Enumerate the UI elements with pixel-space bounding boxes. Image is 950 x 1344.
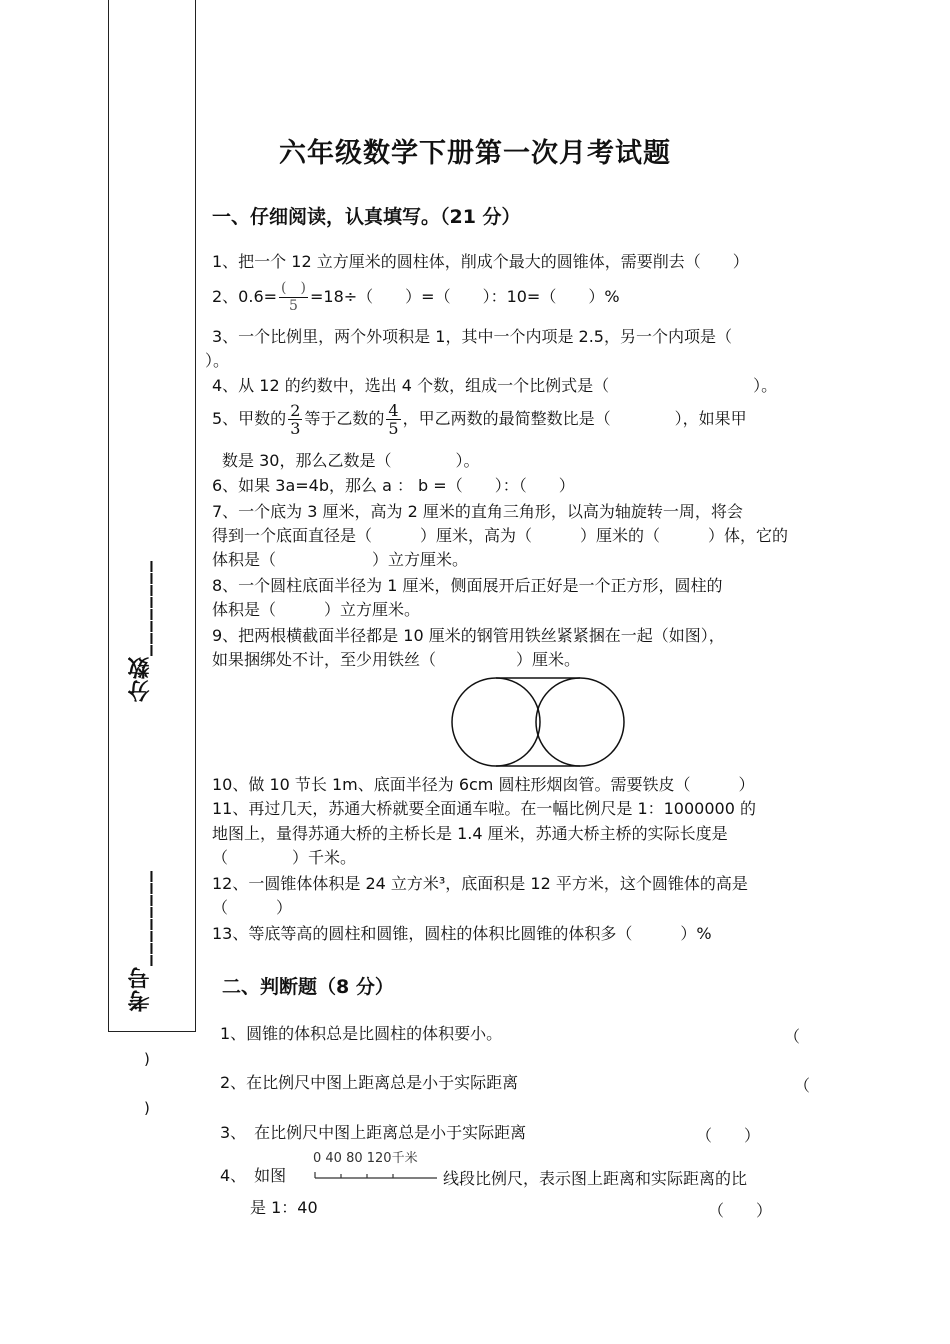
question-7-line1: 7、一个底为 3 厘米，高为 2 厘米的直角三角形，以高为轴旋转一周，将会 xyxy=(212,502,743,521)
question-11-line3: （ ）千米。 xyxy=(212,848,357,867)
q5-fraction-1 xyxy=(288,402,302,437)
question-9-line1: 9、把两根横截面半径都是 10 厘米的钢管用铁丝紧紧捆在一起（如图）， xyxy=(212,626,725,645)
q5-fraction-2-numerator: 4 xyxy=(388,401,399,420)
two-pipes-diagram xyxy=(448,676,628,768)
q2-prefix: 2、0.6= xyxy=(212,287,278,306)
question-12-line2: （ ） xyxy=(212,898,293,917)
question-7-line3: 体积是（ ）立方厘米。 xyxy=(212,550,469,569)
judge-3-paren: （ ） xyxy=(696,1126,761,1145)
question-8-line1: 8、一个圆柱底面半径为 1 厘米，侧面展开后正好是一个正方形，圆柱的 xyxy=(212,576,723,595)
judge-2-paren: （ xyxy=(794,1076,811,1095)
question-1: 1、把一个 12 立方厘米的圆柱体，削成个最大的圆锥体，需要削去（ ） xyxy=(212,252,749,271)
overflow-paren-1: ) xyxy=(144,1050,150,1068)
q5-fraction-2 xyxy=(386,402,400,437)
q5-fraction-2-denominator: 5 xyxy=(388,419,399,438)
question-5-line2: 数是 30，那么乙数是（ ）。 xyxy=(222,451,480,470)
q2-suffix: =18÷（ ）=（ ）：10=（ ）% xyxy=(309,287,620,306)
question-5-line1 xyxy=(212,402,747,437)
overflow-paren-2: ) xyxy=(144,1099,150,1117)
page-title: 六年级数学下册第一次月考试题 xyxy=(279,138,671,169)
section1-heading: 一、仔细阅读，认真填写。（21 分） xyxy=(212,206,521,228)
scale-bar-line xyxy=(313,1166,443,1180)
scale-bar-label: 0 40 80 120千米 xyxy=(313,1151,418,1166)
question-3-line2: ）。 xyxy=(205,351,230,370)
score-label: 分数________ xyxy=(128,560,153,702)
q5-fraction-1-denominator: 3 xyxy=(290,419,301,438)
pipe-circle-right xyxy=(536,678,624,766)
question-12-line1: 12、一圆锥体体积是 24 立方米³，底面积是 12 平方米，这个圆锥体的高是 xyxy=(212,874,748,893)
judge-4-line2: 是 1：40 xyxy=(250,1198,318,1217)
judge-1-paren: （ xyxy=(784,1027,801,1046)
pipe-circle-left xyxy=(452,678,540,766)
question-3-line1: 3、一个比例里，两个外项积是 1，其中一个内项是 2.5，另一个内项是（ xyxy=(212,327,732,346)
q5-fraction-1-numerator: 2 xyxy=(290,401,301,420)
q2-fraction xyxy=(279,280,308,315)
judge-3: 3、 在比例尺中图上距离总是小于实际距离 xyxy=(220,1123,527,1142)
q2-fraction-numerator: ( ) xyxy=(281,280,306,296)
question-13: 13、等底等高的圆柱和圆锥，圆柱的体积比圆锥的体积多（ ）% xyxy=(212,924,712,943)
exam-number-label: 考号________ xyxy=(128,870,153,1012)
question-7-line2: 得到一个底面直径是（ ）厘米，高为（ ）厘米的（ ）体，它的 xyxy=(212,526,789,545)
question-11-line1: 11、再过几天，苏通大桥就要全面通车啦。在一幅比例尺是 1：1000000 的 xyxy=(212,799,756,818)
q2-fraction-denominator: 5 xyxy=(289,298,298,314)
question-10: 10、做 10 节长 1m、底面半径为 6cm 圆柱形烟囱管。需要铁皮（ ） xyxy=(212,775,755,794)
question-4: 4、从 12 的约数中，选出 4 个数，组成一个比例式是（ ）。 xyxy=(212,376,778,395)
question-9-line2: 如果捆绑处不计，至少用铁丝（ ）厘米。 xyxy=(212,650,581,669)
q5-part-a: 5、甲数的 xyxy=(212,409,287,428)
question-6: 6、如果 3a=4b，那么 a ： b =（ ）：（ ） xyxy=(212,476,575,495)
judge-4-paren: （ ） xyxy=(708,1201,773,1220)
judge-4-lead: 4、 如图 xyxy=(220,1166,287,1185)
question-2 xyxy=(212,280,620,315)
judge-2: 2、在比例尺中图上距离总是小于实际距离 xyxy=(220,1073,519,1092)
question-11-line2: 地图上，量得苏通大桥的主桥长是 1.4 厘米，苏通大桥主桥的实际长度是 xyxy=(212,824,728,843)
section2-heading: 二、判断题（8 分） xyxy=(222,976,394,998)
question-8-line2: 体积是（ ）立方厘米。 xyxy=(212,600,421,619)
q5-part-c: ，甲乙两数的最简整数比是（ ），如果甲 xyxy=(402,409,747,428)
q5-part-b: 等于乙数的 xyxy=(304,409,385,428)
judge-4-tail: 线段比例尺，表示图上距离和实际距离的比 xyxy=(443,1169,748,1188)
judge-1: 1、圆锥的体积总是比圆柱的体积要小。 xyxy=(220,1024,503,1043)
